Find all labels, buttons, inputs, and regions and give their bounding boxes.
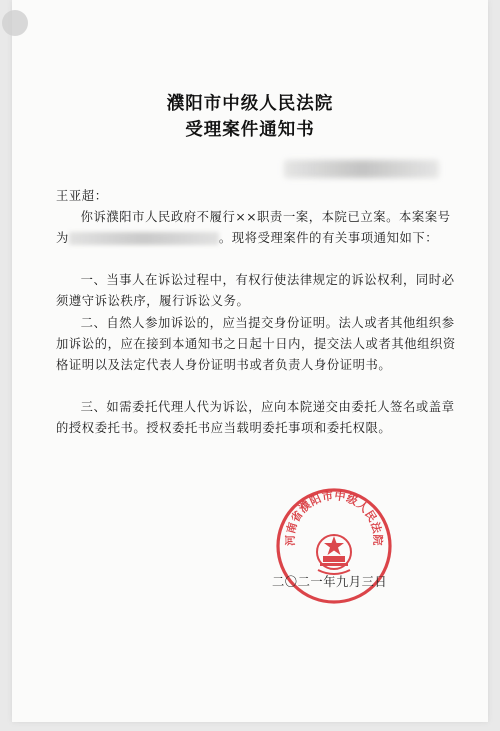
paragraph-identity (56, 313, 456, 376)
paragraph-intro (56, 207, 456, 249)
notice-title: 受理案件通知书 (185, 120, 315, 140)
paragraph-rights (56, 270, 456, 312)
issue-date: 二〇二一年九月三日 (272, 575, 388, 589)
paragraph-agent (56, 397, 456, 439)
redacted-case-number-header (284, 160, 439, 178)
paragraph-rights-text: 一、当事人在诉讼过程中，有权行使法律规定的诉讼权利，同时必须遵守诉讼秩序，履行诉讼义务。 (56, 273, 455, 308)
paragraph-agent-text: 三、如需委托代理人代为诉讼，应向本院递交由委托人签名或盖章的授权委托书。授权委托书应当载明委托事项和委托权限。 (56, 400, 455, 435)
notice-page (12, 0, 488, 722)
scroll-indicator (2, 10, 28, 36)
court-name-title: 濮阳市中级人民法院 (166, 94, 334, 114)
paragraph-intro-part2: 。现将受理案件的有关事项通知如下： (218, 231, 439, 245)
redacted-case-number (69, 232, 219, 245)
seal-text: 河南省濮阳市中级人民法院 (283, 489, 385, 547)
paragraph-identity-text: 二、自然人参加诉讼的，应当提交身份证明。法人或者其他组织参加诉讼的，应在接到本通知书之日起十日内，提交法人或者其他组织资格证明以及法定代表人身份证明书或者负责人身份证明书。 (56, 316, 456, 372)
salutation: 王亚超： (56, 189, 108, 203)
paragraph-intro-part1: 你诉濮阳市人民政府不履行××职责一案，本院已立案。本案案号为 (56, 210, 451, 245)
